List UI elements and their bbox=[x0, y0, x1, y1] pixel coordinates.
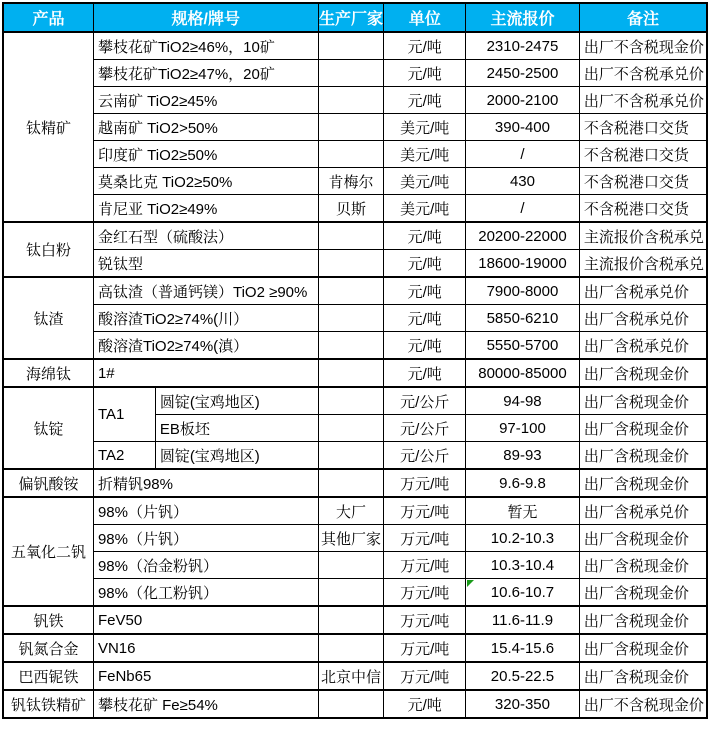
price-cell: 7900-8000 bbox=[466, 277, 580, 305]
unit-cell: 万元/吨 bbox=[384, 606, 466, 634]
spec-cell: 酸溶渣TiO2≥74%(滇） bbox=[93, 332, 318, 360]
producer-cell bbox=[318, 141, 384, 168]
spec-cell: 98%（片钒） bbox=[93, 497, 318, 525]
col-header-unit: 单位 bbox=[384, 3, 466, 32]
unit-cell: 元/吨 bbox=[384, 332, 466, 360]
spec-cell: 圆锭(宝鸡地区) bbox=[155, 387, 318, 415]
spec-cell: 印度矿 TiO2≥50% bbox=[93, 141, 318, 168]
note-cell: 出厂含税承兑价 bbox=[579, 277, 707, 305]
price-cell: 5850-6210 bbox=[466, 305, 580, 332]
producer-cell bbox=[318, 606, 384, 634]
price-cell: 2000-2100 bbox=[466, 87, 580, 114]
table-row bbox=[3, 250, 707, 278]
note-cell: 不含税港口交货 bbox=[579, 168, 707, 195]
producer-cell bbox=[318, 32, 384, 60]
product-cell: 海绵钛 bbox=[3, 359, 93, 387]
table-row bbox=[3, 277, 707, 305]
note-cell: 出厂含税现金价 bbox=[579, 469, 707, 497]
price-table bbox=[2, 2, 708, 719]
spec-cell: 1# bbox=[93, 359, 318, 387]
spec-cell: 云南矿 TiO2≥45% bbox=[93, 87, 318, 114]
note-cell: 出厂含税现金价 bbox=[579, 415, 707, 442]
price-cell: 10.3-10.4 bbox=[466, 552, 580, 579]
unit-cell: 元/公斤 bbox=[384, 415, 466, 442]
note-cell: 不含税港口交货 bbox=[579, 195, 707, 223]
price-cell: 20.5-22.5 bbox=[466, 662, 580, 690]
unit-cell: 万元/吨 bbox=[384, 469, 466, 497]
table-row bbox=[3, 222, 707, 250]
spec-cell: FeNb65 bbox=[93, 662, 318, 690]
producer-cell: 大厂 bbox=[318, 497, 384, 525]
col-header-spec: 规格/牌号 bbox=[93, 3, 318, 32]
unit-cell: 万元/吨 bbox=[384, 552, 466, 579]
note-cell: 出厂含税现金价 bbox=[579, 606, 707, 634]
spec-cell: EB板坯 bbox=[155, 415, 318, 442]
spec-cell: 折精钒98% bbox=[93, 469, 318, 497]
note-cell: 出厂含税现金价 bbox=[579, 552, 707, 579]
unit-cell: 元/吨 bbox=[384, 359, 466, 387]
spec-cell: FeV50 bbox=[93, 606, 318, 634]
table-row bbox=[3, 195, 707, 223]
producer-cell bbox=[318, 359, 384, 387]
note-cell: 出厂含税现金价 bbox=[579, 359, 707, 387]
product-cell: 钛白粉 bbox=[3, 222, 93, 277]
product-cell: 钛精矿 bbox=[3, 32, 93, 222]
table-row bbox=[3, 114, 707, 141]
producer-cell bbox=[318, 634, 384, 662]
price-cell: 2310-2475 bbox=[466, 32, 580, 60]
table-row bbox=[3, 359, 707, 387]
spec-cell: 锐钛型 bbox=[93, 250, 318, 278]
producer-cell bbox=[318, 690, 384, 718]
price-cell: 18600-19000 bbox=[466, 250, 580, 278]
product-cell: 钛锭 bbox=[3, 387, 93, 469]
price-cell: 15.4-15.6 bbox=[466, 634, 580, 662]
producer-cell bbox=[318, 332, 384, 360]
note-cell: 出厂不含税现金价 bbox=[579, 690, 707, 718]
table-row bbox=[3, 168, 707, 195]
note-cell: 出厂不含税承兑价 bbox=[579, 87, 707, 114]
price-cell: 11.6-11.9 bbox=[466, 606, 580, 634]
table-row bbox=[3, 60, 707, 87]
note-cell: 出厂含税现金价 bbox=[579, 525, 707, 552]
unit-cell: 元/吨 bbox=[384, 277, 466, 305]
product-cell: 钒钛铁精矿 bbox=[3, 690, 93, 718]
spec-cell: 高钛渣（普通钙镁）TiO2 ≥90% bbox=[93, 277, 318, 305]
price-cell: 20200-22000 bbox=[466, 222, 580, 250]
unit-cell: 元/公斤 bbox=[384, 442, 466, 470]
producer-cell bbox=[318, 250, 384, 278]
product-cell: 钒铁 bbox=[3, 606, 93, 634]
table-row bbox=[3, 552, 707, 579]
table-row bbox=[3, 634, 707, 662]
table-row bbox=[3, 497, 707, 525]
note-cell: 出厂含税现金价 bbox=[579, 662, 707, 690]
producer-cell bbox=[318, 442, 384, 470]
unit-cell: 万元/吨 bbox=[384, 497, 466, 525]
table-row bbox=[3, 606, 707, 634]
unit-cell: 元/吨 bbox=[384, 32, 466, 60]
note-cell: 出厂含税现金价 bbox=[579, 387, 707, 415]
table-row bbox=[3, 141, 707, 168]
table-row bbox=[3, 442, 707, 470]
producer-cell bbox=[318, 305, 384, 332]
spec-cell: 98%（化工粉钒） bbox=[93, 579, 318, 607]
spec-cell: 98%（片钒） bbox=[93, 525, 318, 552]
note-cell: 出厂不含税现金价 bbox=[579, 32, 707, 60]
note-cell: 出厂含税现金价 bbox=[579, 442, 707, 470]
grade-cell: TA2 bbox=[93, 442, 155, 470]
price-cell: / bbox=[466, 141, 580, 168]
unit-cell: 元/吨 bbox=[384, 690, 466, 718]
producer-cell: 肯梅尔 bbox=[318, 168, 384, 195]
unit-cell: 万元/吨 bbox=[384, 579, 466, 607]
price-cell: 94-98 bbox=[466, 387, 580, 415]
table-row bbox=[3, 32, 707, 60]
table-row bbox=[3, 525, 707, 552]
price-cell: 89-93 bbox=[466, 442, 580, 470]
spec-cell: 肯尼亚 TiO2≥49% bbox=[93, 195, 318, 223]
product-cell: 五氧化二钒 bbox=[3, 497, 93, 606]
col-header-note: 备注 bbox=[579, 3, 707, 32]
producer-cell: 其他厂家 bbox=[318, 525, 384, 552]
col-header-price: 主流报价 bbox=[466, 3, 580, 32]
producer-cell bbox=[318, 277, 384, 305]
note-cell: 出厂含税承兑价 bbox=[579, 332, 707, 360]
note-cell: 主流报价含税承兑 bbox=[579, 250, 707, 278]
table-row bbox=[3, 579, 707, 607]
note-cell: 出厂含税承兑价 bbox=[579, 305, 707, 332]
col-header-producer: 生产厂家 bbox=[318, 3, 384, 32]
unit-cell: 万元/吨 bbox=[384, 634, 466, 662]
price-cell: 320-350 bbox=[466, 690, 580, 718]
producer-cell bbox=[318, 114, 384, 141]
product-cell: 钒氮合金 bbox=[3, 634, 93, 662]
note-cell: 出厂不含税承兑价 bbox=[579, 60, 707, 87]
grade-cell: TA1 bbox=[93, 387, 155, 442]
note-cell: 不含税港口交货 bbox=[579, 114, 707, 141]
unit-cell: 元/吨 bbox=[384, 87, 466, 114]
producer-cell bbox=[318, 222, 384, 250]
table-row bbox=[3, 469, 707, 497]
unit-cell: 万元/吨 bbox=[384, 525, 466, 552]
unit-cell: 元/吨 bbox=[384, 60, 466, 87]
table-row bbox=[3, 332, 707, 360]
producer-cell bbox=[318, 552, 384, 579]
price-table-body bbox=[3, 32, 707, 718]
product-cell: 巴西铌铁 bbox=[3, 662, 93, 690]
table-row bbox=[3, 690, 707, 718]
producer-cell bbox=[318, 87, 384, 114]
price-cell: 9.6-9.8 bbox=[466, 469, 580, 497]
producer-cell bbox=[318, 415, 384, 442]
spec-cell: 攀枝花矿 Fe≥54% bbox=[93, 690, 318, 718]
unit-cell: 元/吨 bbox=[384, 305, 466, 332]
price-cell: 10.6-10.7 bbox=[466, 579, 580, 607]
note-cell: 不含税港口交货 bbox=[579, 141, 707, 168]
col-header-product: 产品 bbox=[3, 3, 93, 32]
spec-cell: 莫桑比克 TiO2≥50% bbox=[93, 168, 318, 195]
unit-cell: 美元/吨 bbox=[384, 141, 466, 168]
note-cell: 出厂含税现金价 bbox=[579, 579, 707, 607]
unit-cell: 美元/吨 bbox=[384, 168, 466, 195]
producer-cell: 贝斯 bbox=[318, 195, 384, 223]
price-cell: / bbox=[466, 195, 580, 223]
header-row bbox=[3, 3, 707, 32]
producer-cell bbox=[318, 579, 384, 607]
unit-cell: 美元/吨 bbox=[384, 114, 466, 141]
unit-cell: 美元/吨 bbox=[384, 195, 466, 223]
product-cell: 偏钒酸铵 bbox=[3, 469, 93, 497]
spec-cell: 酸溶渣TiO2≥74%(川） bbox=[93, 305, 318, 332]
price-cell: 97-100 bbox=[466, 415, 580, 442]
unit-cell: 元/吨 bbox=[384, 222, 466, 250]
unit-cell: 元/吨 bbox=[384, 250, 466, 278]
price-cell: 2450-2500 bbox=[466, 60, 580, 87]
table-row bbox=[3, 662, 707, 690]
producer-cell bbox=[318, 60, 384, 87]
producer-cell: 北京中信 bbox=[318, 662, 384, 690]
note-cell: 出厂含税承兑价 bbox=[579, 497, 707, 525]
spec-cell: 圆锭(宝鸡地区) bbox=[155, 442, 318, 470]
spec-cell: 98%（冶金粉钒） bbox=[93, 552, 318, 579]
note-cell: 出厂含税现金价 bbox=[579, 634, 707, 662]
price-cell: 5550-5700 bbox=[466, 332, 580, 360]
table-row bbox=[3, 305, 707, 332]
spec-cell: VN16 bbox=[93, 634, 318, 662]
note-cell: 主流报价含税承兑 bbox=[579, 222, 707, 250]
table-row bbox=[3, 87, 707, 114]
price-cell: 暂无 bbox=[466, 497, 580, 525]
product-cell: 钛渣 bbox=[3, 277, 93, 359]
price-cell: 390-400 bbox=[466, 114, 580, 141]
spec-cell: 金红石型（硫酸法） bbox=[93, 222, 318, 250]
spec-cell: 越南矿 TiO2>50% bbox=[93, 114, 318, 141]
producer-cell bbox=[318, 387, 384, 415]
table-row bbox=[3, 387, 707, 415]
unit-cell: 万元/吨 bbox=[384, 662, 466, 690]
producer-cell bbox=[318, 469, 384, 497]
price-cell: 10.2-10.3 bbox=[466, 525, 580, 552]
price-cell: 430 bbox=[466, 168, 580, 195]
unit-cell: 元/公斤 bbox=[384, 387, 466, 415]
spec-cell: 攀枝花矿TiO2≥47%，20矿 bbox=[93, 60, 318, 87]
spec-cell: 攀枝花矿TiO2≥46%，10矿 bbox=[93, 32, 318, 60]
price-cell: 80000-85000 bbox=[466, 359, 580, 387]
